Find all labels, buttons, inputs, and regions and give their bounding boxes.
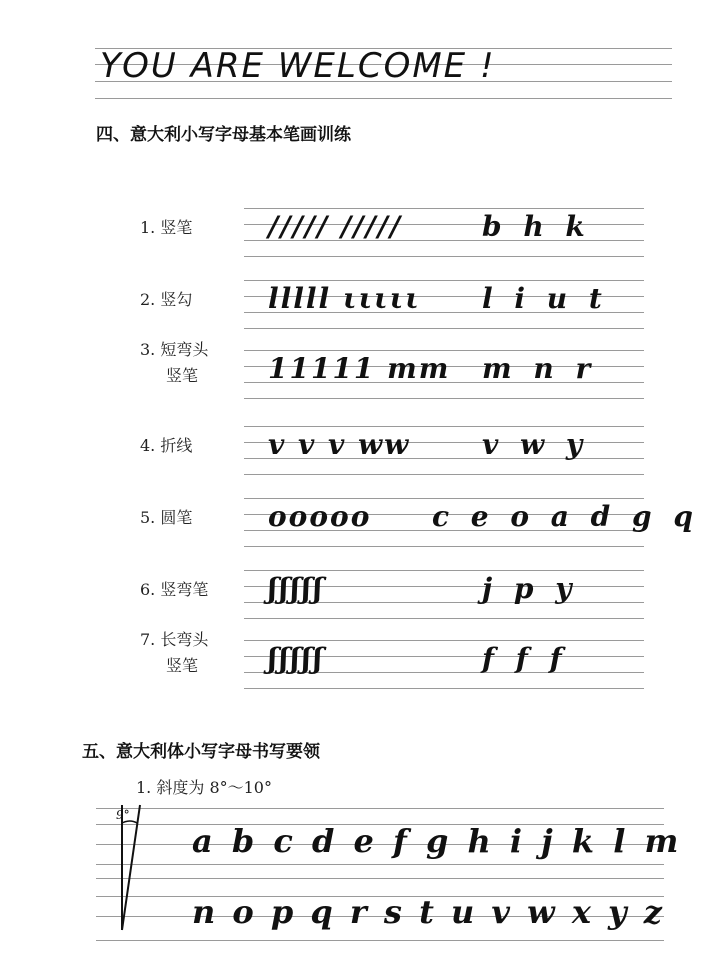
section5-subheading: 1. 斜度为 8°～10° [136,778,272,797]
example-letters: v w y [482,428,589,461]
stroke-practice-sample: 11111 mm [268,352,451,385]
slant-reference-line [122,805,140,930]
stroke-row-label: 5. 圆笔 [140,508,193,527]
example-letters: b h k [482,210,591,243]
example-letters: m n r [482,352,597,385]
stroke-practice-sample: ʃʃʃʃʃ [268,642,325,675]
example-letters: c e o a d g q [432,500,699,533]
section5-heading: 五、意大利体小写字母书写要领 [82,742,320,762]
stroke-row-label: 4. 折线 [140,436,193,455]
example-letters: f f f [482,642,568,675]
stroke-row-label: 1. 竖笔 [140,218,193,237]
stroke-practice-sample: v v v ww [268,428,411,461]
stroke-row-label-line2: 竖笔 [166,366,199,385]
stroke-row-label: 2. 竖勾 [140,290,193,309]
section4-heading: 四、意大利小写字母基本笔画训练 [96,125,351,145]
angle-label: 9° [116,808,130,822]
stroke-row-label: 6. 竖弯笔 [140,580,209,599]
alphabet-row-2: n o p q r s t u v w x y z [192,893,665,931]
example-letters: l i u t [482,282,608,315]
stroke-row-label: 7. 长弯头 [140,630,209,649]
slant-angle-diagram [100,795,160,945]
stroke-practice-sample: ooooo [268,500,372,533]
stroke-row-label: 3. 短弯头 [140,340,209,359]
stroke-practice-sample: lllll ιιιιι [268,282,421,315]
page-title: YOU ARE WELCOME ! [100,46,496,86]
stroke-practice-sample: ʃʃʃʃʃ [268,572,325,605]
stroke-row-label-line2: 竖笔 [166,656,199,675]
example-letters: j p y [482,572,578,605]
stroke-practice-sample: ///// ///// [268,210,403,243]
alphabet-row-1: a b c d e f g h i j k l m [192,822,683,860]
